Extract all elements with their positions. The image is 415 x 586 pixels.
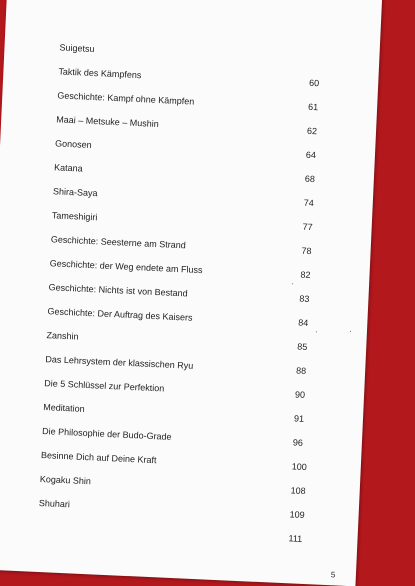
toc-entry-title: Meditation <box>42 402 85 414</box>
scan-speck <box>292 283 293 284</box>
toc-entry-title: Die 5 Schlüssel zur Perfektion <box>44 378 165 394</box>
toc-entry-title: Shira-Saya <box>52 186 98 199</box>
toc-entry-title: Geschichte: der Weg endete am Fluss <box>49 258 203 276</box>
toc-entry-title: Geschichte: Kampf ohne Kämpfen <box>57 90 195 107</box>
toc-entry-title: Gonosen <box>54 138 92 150</box>
toc-entry-page: 78 <box>301 245 312 257</box>
toc-entry-page: 111 <box>288 533 303 544</box>
toc-entry-title: Maai – Metsuke – Mushin <box>56 114 159 129</box>
toc-entry-title: Tameshigiri <box>51 210 98 223</box>
toc-entry-title: Geschichte: Der Auftrag des Kaisers <box>47 306 193 323</box>
toc-entry-page: 109 <box>289 509 305 521</box>
toc-entry-page: 68 <box>304 173 316 185</box>
toc-entry-title: Das Lehrsystem der klassischen Ryu <box>45 354 194 371</box>
toc-entry-title: Geschichte: Nichts ist von Bestand <box>48 282 188 299</box>
toc-entry-page: 96 <box>292 437 304 448</box>
toc-entry-page: 82 <box>300 269 311 281</box>
toc-entry-page: 85 <box>296 341 308 352</box>
scan-speck <box>316 331 317 332</box>
toc-entry-title: Shuhari <box>38 497 71 510</box>
toc-entry-page: 100 <box>291 461 308 473</box>
toc-entry-title: Besinne Dich auf Deine Kraft <box>40 450 157 466</box>
toc-entry-page: 84 <box>298 317 309 328</box>
toc-entry-page: 91 <box>293 413 305 424</box>
toc-entry-title: Geschichte: Seesterne am Strand <box>50 234 186 251</box>
toc-entry-title: Suigetsu <box>59 42 95 55</box>
toc-entry-title: Zanshin <box>46 330 79 342</box>
toc-entry-page: 62 <box>306 125 318 137</box>
page-number: 5 <box>330 570 336 580</box>
toc-entry-page: 83 <box>299 293 310 305</box>
toc-entry-page: 88 <box>295 365 307 376</box>
toc-entry-page: 108 <box>290 485 306 497</box>
toc-entry-page: 77 <box>302 221 313 233</box>
toc-entry-page: 74 <box>303 197 314 209</box>
toc-entry-title: Kogaku Shin <box>39 473 92 487</box>
toc-entry-title: Taktik des Kämpfens <box>58 66 142 81</box>
toc-entry-page: 61 <box>307 101 319 113</box>
scan-speck <box>350 331 351 332</box>
toc-entry-page: 90 <box>294 389 306 400</box>
toc-entry-title: Katana <box>53 162 83 174</box>
toc-entry-title: Die Philosophie der Budo-Grade <box>41 426 172 442</box>
toc-entry-page: 64 <box>305 149 317 161</box>
toc-entry-page: 60 <box>308 77 320 89</box>
